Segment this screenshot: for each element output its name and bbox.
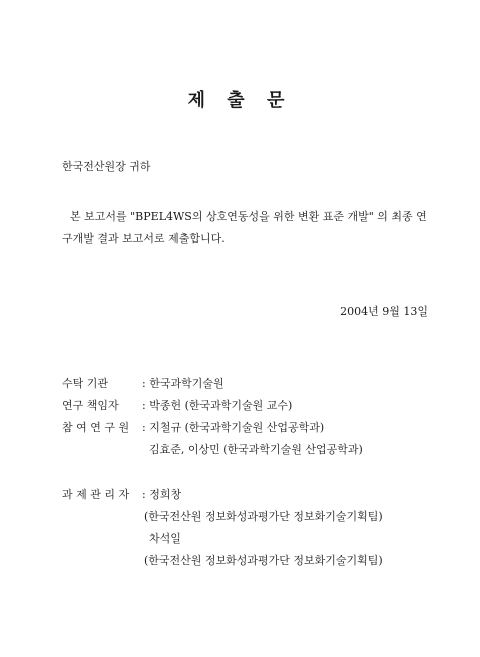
manager-value: : 정희창 bbox=[142, 488, 182, 501]
agency-row bbox=[62, 375, 224, 391]
manager-org-2: (한국전산원 정보화성과평가단 정보화기술기획팀) bbox=[144, 554, 383, 567]
submission-date: 2004년 9월 13일 bbox=[340, 305, 428, 318]
manager-name-2: 차석일 bbox=[149, 532, 181, 545]
agency-value: : 한국과학기술원 bbox=[142, 377, 224, 390]
pi-row bbox=[62, 397, 292, 413]
manager-row bbox=[62, 486, 181, 502]
researchers-row bbox=[62, 419, 324, 435]
document-title: 제 출 문 bbox=[187, 90, 293, 111]
researchers-value: : 지철규 (한국과학기술원 산업공학과) bbox=[142, 421, 325, 434]
manager-label: 과 제 관 리 자 bbox=[62, 488, 130, 501]
pi-label: 연구 책임자 bbox=[62, 399, 119, 412]
pi-value: : 박종헌 (한국과학기술원 교수) bbox=[142, 399, 293, 412]
researchers-row-2: 김효준, 이상민 (한국과학기술원 산업공학과) bbox=[149, 443, 363, 456]
recipient-line: 한국전산원장 귀하 bbox=[62, 160, 151, 173]
manager-org-1: (한국전산원 정보화성과평가단 정보화기술기획팀) bbox=[144, 510, 383, 523]
body-paragraph: 본 보고서를 "BPEL4WS의 상호연동성을 위한 변환 표준 개발" 의 최종 연구개발 결과 보고서로 제출합니다. bbox=[62, 210, 427, 245]
agency-label: 수탁 기관 bbox=[62, 377, 109, 390]
researchers-label: 참 여 연 구 원 bbox=[62, 421, 130, 434]
